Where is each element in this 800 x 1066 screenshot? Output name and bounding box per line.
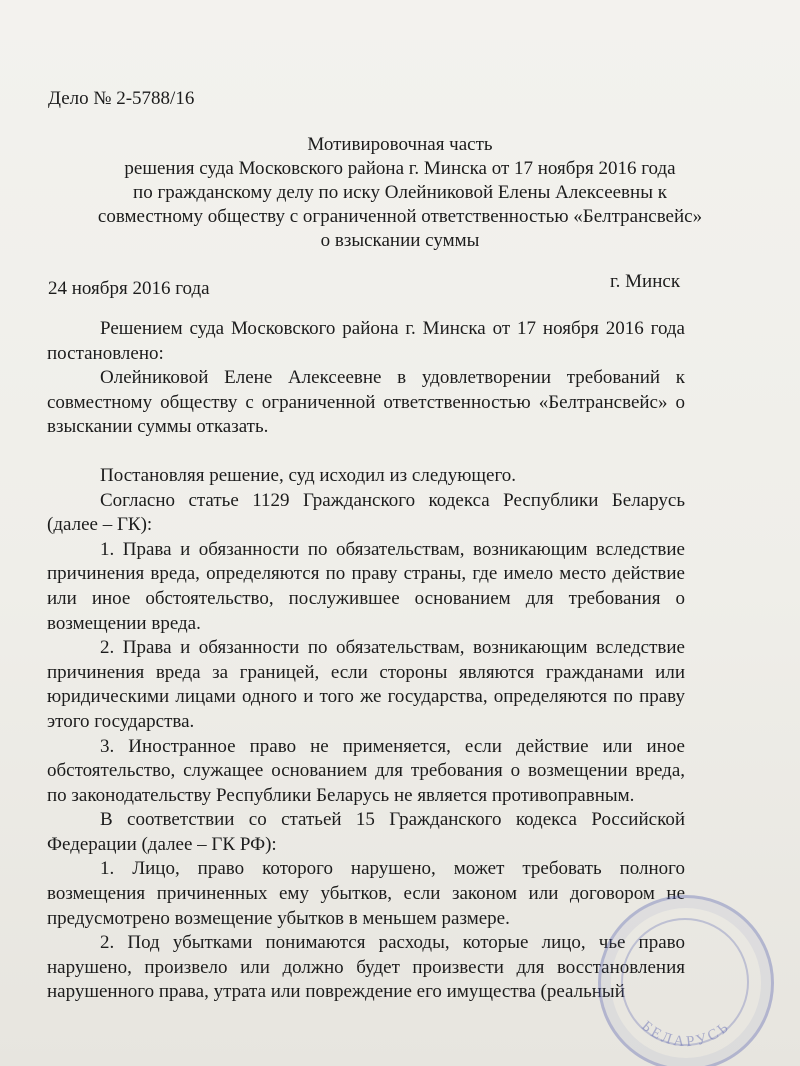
document-date: 24 ноября 2016 года xyxy=(48,278,210,299)
paragraph: В соответствии со статьей 15 Гражданского кодекса Российской Федерации (далее – ГК РФ): xyxy=(47,809,685,855)
paragraph: 2. Под убытками понимаются расходы, которые лицо, чье право нарушено, произвело или должно будет произвести для восстановления нарушенного права, утрата или повреждение его имущества (реальный xyxy=(47,932,685,1003)
paragraph: 1. Права и обязанности по обязательствам, возникающим вследствие причинения вреда, определяются по праву страны, где имело место действие или иное обстоятельство, послужившее основанием для требования о возмещении вреда. xyxy=(47,538,685,634)
svg-text:БЕЛАРУСЬ xyxy=(638,1018,733,1050)
paragraph: Олейниковой Елене Алексеевне в удовлетворении требований к совместному обществу с ограниченной ответственностью «Белтрансвейс» о взыскании суммы отказать. xyxy=(47,367,685,438)
document-body xyxy=(47,317,685,1005)
paragraph: Постановляя решение, суд исходил из следующего. xyxy=(100,464,517,486)
paragraph: 2. Права и обязанности по обязательствам, возникающим вследствие причинения вреда за границей, если стороны являются гражданами или юридическими лицами одного и того же государства, определяются по праву этого государства. xyxy=(47,637,685,732)
paragraph: 1. Лицо, право которого нарушено, может требовать полного возмещения причиненных ему убытков, если законом или договором не предусмотрено возмещение убытков в меньшем размере. xyxy=(47,858,685,929)
heading-line: решения суда Московского района г. Минска от 17 ноября 2016 года xyxy=(124,158,676,179)
document-city: г. Минск xyxy=(610,271,681,292)
case-number: Дело № 2-5788/16 xyxy=(48,88,195,109)
heading-line: Мотивировочная часть xyxy=(307,134,493,155)
stamp-arc-text: БЕЛАРУСЬ xyxy=(638,1018,734,1051)
document-heading xyxy=(40,133,760,253)
court-stamp xyxy=(598,895,774,1066)
paragraph: 3. Иностранное право не применяется, если действие или иное обстоятельство, служащее основанием для требования о возмещении вреда, по законодательству Республики Беларусь не является противоправным. xyxy=(47,735,685,806)
heading-line: по гражданскому делу по иску Олейниковой Елены Алексеевны к xyxy=(133,182,667,203)
court-stamp-text xyxy=(601,898,771,1066)
paragraph: Решением суда Московского района г. Минска от 17 ноября 2016 года постановлено: xyxy=(47,318,685,364)
paragraph: Согласно статье 1129 Гражданского кодекса Республики Беларусь (далее – ГК): xyxy=(47,489,685,536)
heading-line: о взыскании суммы xyxy=(320,230,480,251)
heading-line: совместному обществу с ограниченной ответственностью «Белтрансвейс» xyxy=(97,206,703,227)
